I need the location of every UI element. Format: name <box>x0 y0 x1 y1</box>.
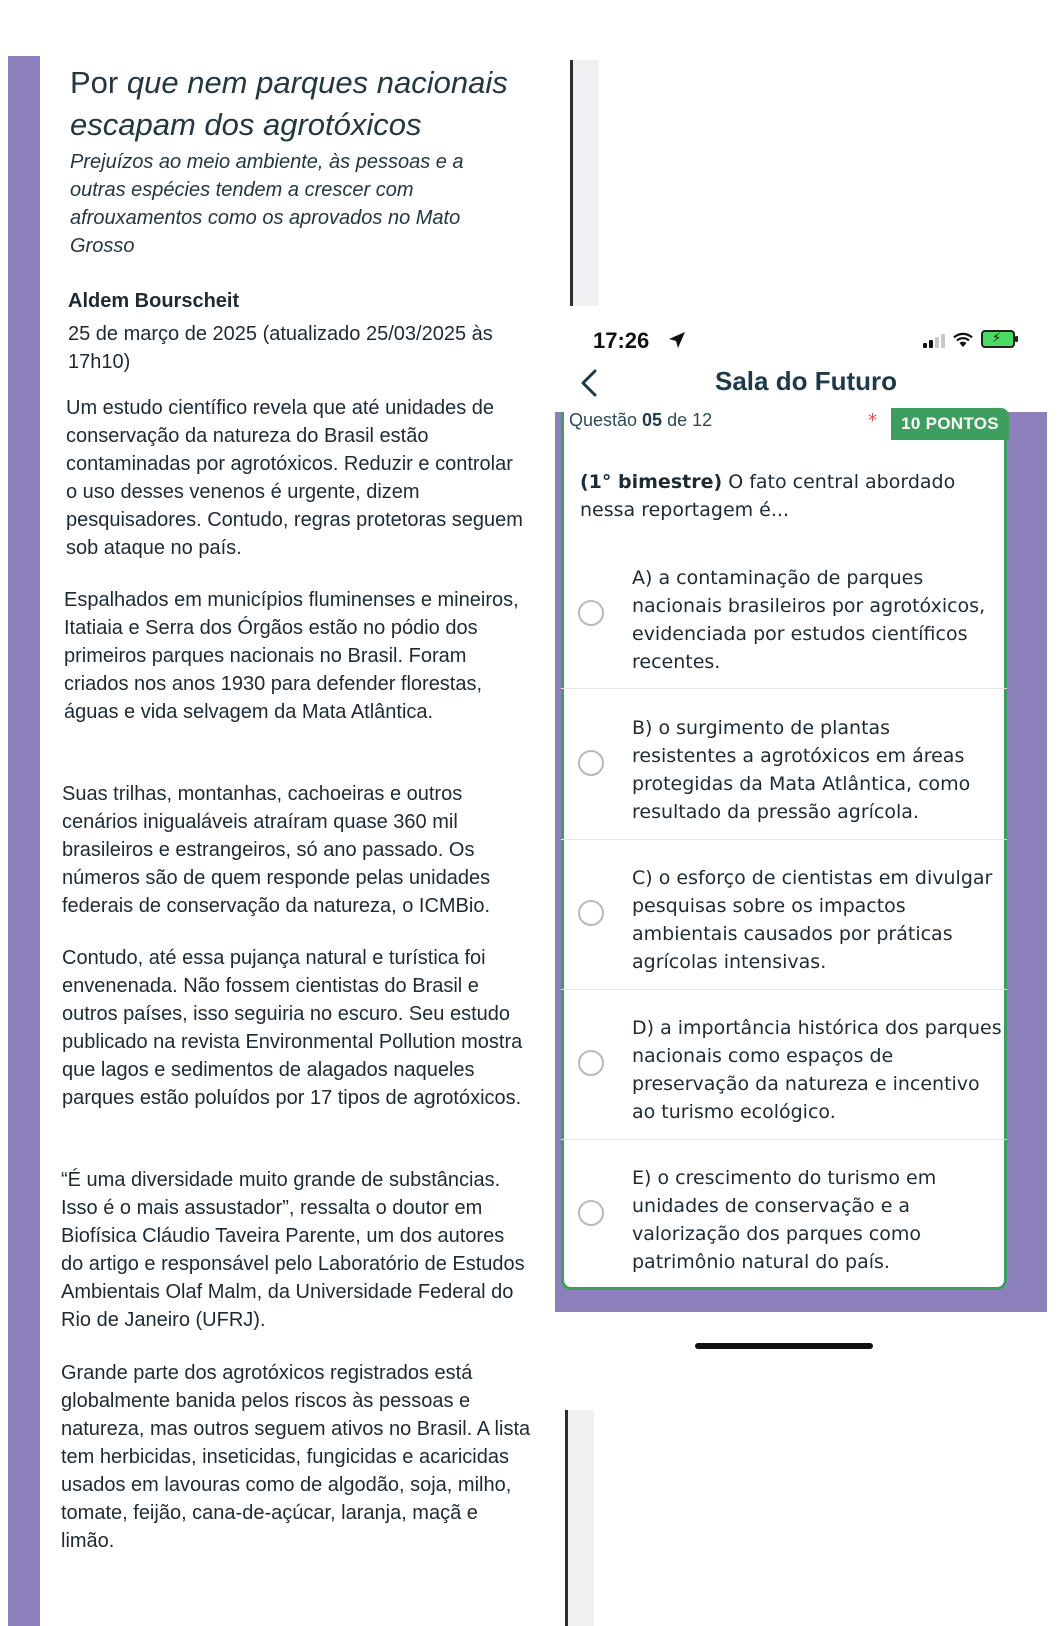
option-d-text[interactable]: D) a importância histórica dos parques nacionais como espaços de preservação da natureza e incentivo ao turismo ecológico. <box>632 1017 1002 1123</box>
page-edge-band-bottom <box>568 1410 594 1626</box>
option-divider <box>561 839 1007 840</box>
option-divider <box>561 989 1007 990</box>
required-mark: * <box>868 410 877 431</box>
status-icons <box>923 330 1015 348</box>
option-divider <box>561 1139 1007 1140</box>
question-text: (1° bimestre) O fato central abordado nessa reportagem é... <box>580 471 956 521</box>
article-paragraph-3: Suas trilhas, montanhas, cachoeiras e outros cenários inigualáveis atraíram quase 360 mil brasileiros e estrangeiros, só ano passado. Os números são de quem responde pelas unidades federais de conservação da natureza, o ICMBio. <box>62 783 491 917</box>
option-a-radio[interactable] <box>578 600 604 626</box>
article-date: 25 de março de 2025 (atualizado 25/03/2025 às 17h10) <box>68 323 493 373</box>
option-a-text[interactable]: A) a contaminação de parques nacionais brasileiros por agrotóxicos, evidenciada por estudos científicos recentes. <box>632 567 986 673</box>
article-paragraph-2: Espalhados em municípios fluminenses e mineiros, Itatiaia e Serra dos Órgãos estão no pódio dos primeiros parques nacionais no Brasil. Foram criados nos anos 1930 para defender florestas, águas e vida selvagem da Mata Atlântica. <box>64 589 519 723</box>
article-paragraph-4: Contudo, até essa pujança natural e turística foi envenenada. Não fossem cientistas do Brasil e outros países, isso seguiria no escuro. Seu estudo publicado na revista Environmental Pollution mostra que lagos e sedimentos de alagados naqueles parques estão poluídos por 17 tipos de agrotóxicos. <box>62 947 523 1109</box>
option-c-text[interactable]: C) o esforço de cientistas em divulgar pesquisas sobre os impactos ambientais causados por práticas agrícolas intensivas. <box>632 867 993 973</box>
option-d-radio[interactable] <box>578 1050 604 1076</box>
article-author: Aldem Bourscheit <box>68 290 240 312</box>
article-subtitle: Prejuízos ao meio ambiente, às pessoas e a outras espécies tendem a crescer com afrouxamentos como os aprovados no Mato Grosso <box>70 151 464 257</box>
article-title: Por que nem parques nacionais escapam dos agrotóxicos <box>70 65 508 142</box>
signal-icon <box>923 332 945 348</box>
points-badge: 10 PONTOS <box>891 408 1009 440</box>
article-paragraph-6: Grande parte dos agrotóxicos registrados está globalmente banida pelos riscos às pessoas e natureza, mas outros seguem ativos no Brasil. A lista tem herbicidas, inseticidas, fungicidas e acaricidas usados em lavouras como de algodão, soja, milho, tomate, feijão, cana-de-açúcar, laranja, maçã e limão. <box>61 1362 531 1552</box>
option-c-radio[interactable] <box>578 900 604 926</box>
article-paragraph-1: Um estudo científico revela que até unidades de conservação da natureza do Brasil estão contaminadas por agrotóxicos. Reduzir e controlar o uso desses venenos é urgente, dizem pesquisadores. Contudo, regras protetoras seguem sob ataque no país. <box>66 397 523 559</box>
phone-screen <box>555 306 1057 1406</box>
battery-charging-icon: ⚡ <box>981 330 1015 348</box>
option-e-text[interactable]: E) o crescimento do turismo em unidades de conservação e a valorização dos parques como patrimônio natural do país. <box>632 1167 937 1273</box>
wifi-icon <box>953 332 973 348</box>
question-card <box>561 412 1007 1290</box>
option-b-radio[interactable] <box>578 750 604 776</box>
app-title: Sala do Futuro <box>715 366 897 396</box>
option-b-text[interactable]: B) o surgimento de plantas resistentes a agrotóxicos em áreas protegidas da Mata Atlântica, como resultado da pressão agrícola. <box>632 717 971 823</box>
location-arrow-icon <box>667 330 687 350</box>
left-margin-strip <box>8 56 40 1626</box>
article-paragraph-5: “É uma diversidade muito grande de substâncias. Isso é o mais assustador”, ressalta o doutor em Biofísica Cláudio Taveira Parente, um dos autores do artigo e responsável pelo Laboratório de Estudos Ambientais Olaf Malm, da Universidade Federal do Rio de Janeiro (UFRJ). <box>61 1169 525 1331</box>
page-edge-line <box>570 60 573 306</box>
page-edge-band <box>573 60 599 306</box>
option-divider <box>561 688 1007 689</box>
option-e-radio[interactable] <box>578 1200 604 1226</box>
home-indicator <box>695 1343 873 1349</box>
question-counter: Questão 05 de 12 <box>569 410 713 430</box>
page-edge-line-bottom <box>565 1410 568 1626</box>
status-time: 17:26 <box>593 328 650 353</box>
